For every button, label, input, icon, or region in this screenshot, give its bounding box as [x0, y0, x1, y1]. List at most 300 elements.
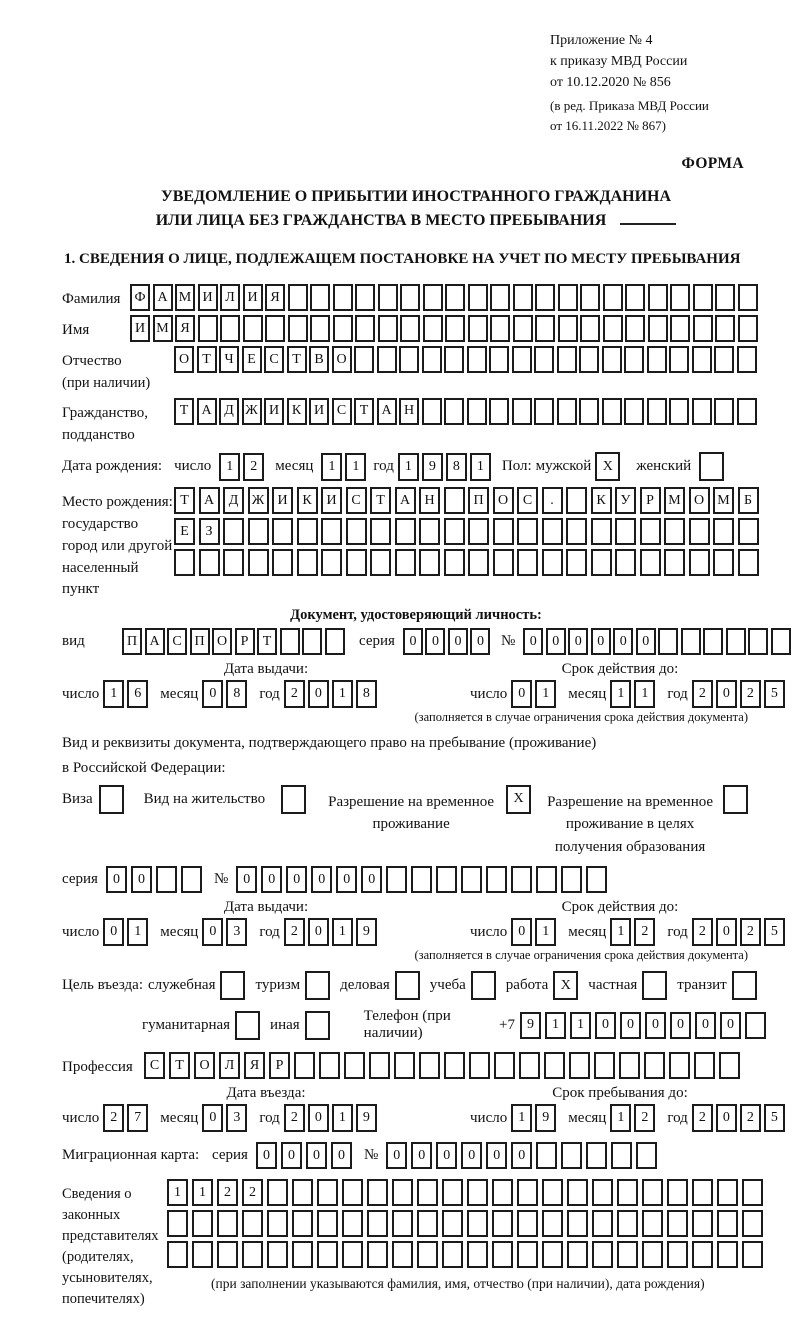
char-cell[interactable]: X: [506, 785, 531, 814]
char-cell[interactable]: А: [395, 487, 416, 514]
char-cell[interactable]: 0: [720, 1012, 741, 1039]
char-cell[interactable]: Р: [235, 628, 255, 655]
char-cell[interactable]: Ж: [248, 487, 269, 514]
char-cell[interactable]: Л: [220, 284, 240, 311]
char-cell[interactable]: [181, 866, 202, 893]
identity-series-cells[interactable]: [403, 628, 493, 655]
identity-number-cells[interactable]: [523, 628, 793, 655]
char-cell[interactable]: [586, 866, 607, 893]
char-cell[interactable]: 2: [692, 918, 713, 946]
char-cell[interactable]: [411, 866, 432, 893]
char-cell[interactable]: 0: [716, 918, 737, 946]
char-cell[interactable]: О: [194, 1052, 215, 1079]
char-cell[interactable]: [444, 1052, 465, 1079]
residence-expiry-year-cells[interactable]: [692, 918, 788, 946]
purpose-tourism-checkbox[interactable]: [305, 971, 330, 1000]
char-cell[interactable]: 0: [546, 628, 566, 655]
char-cell[interactable]: [198, 315, 218, 342]
char-cell[interactable]: [558, 315, 578, 342]
char-cell[interactable]: [442, 1179, 463, 1206]
char-cell[interactable]: [417, 1210, 438, 1237]
char-cell[interactable]: [292, 1179, 313, 1206]
char-cell[interactable]: 2: [740, 680, 761, 708]
char-cell[interactable]: [742, 1179, 763, 1206]
char-cell[interactable]: 0: [306, 1142, 327, 1169]
char-cell[interactable]: [667, 1210, 688, 1237]
char-cell[interactable]: С: [332, 398, 352, 425]
char-cell[interactable]: [580, 284, 600, 311]
char-cell[interactable]: [642, 1210, 663, 1237]
char-cell[interactable]: [717, 1241, 738, 1268]
char-cell[interactable]: [422, 346, 442, 373]
char-cell[interactable]: [737, 346, 757, 373]
char-cell[interactable]: [694, 1052, 715, 1079]
char-cell[interactable]: [592, 1241, 613, 1268]
char-cell[interactable]: 5: [764, 680, 785, 708]
char-cell[interactable]: 1: [470, 453, 491, 481]
char-cell[interactable]: 0: [591, 628, 611, 655]
char-cell[interactable]: [566, 518, 587, 545]
char-cell[interactable]: [625, 315, 645, 342]
char-cell[interactable]: [220, 315, 240, 342]
sex-male-checkbox[interactable]: [595, 452, 620, 481]
char-cell[interactable]: [717, 1179, 738, 1206]
char-cell[interactable]: [367, 1241, 388, 1268]
stay-until-month-cells[interactable]: [610, 1104, 658, 1132]
char-cell[interactable]: [317, 1179, 338, 1206]
char-cell[interactable]: [305, 971, 330, 1000]
char-cell[interactable]: Т: [174, 487, 195, 514]
char-cell[interactable]: [517, 549, 538, 576]
char-cell[interactable]: Я: [244, 1052, 265, 1079]
char-cell[interactable]: С: [346, 487, 367, 514]
char-cell[interactable]: [542, 1210, 563, 1237]
char-cell[interactable]: [511, 866, 532, 893]
char-cell[interactable]: [738, 518, 759, 545]
char-cell[interactable]: 0: [613, 628, 633, 655]
char-cell[interactable]: [542, 518, 563, 545]
char-cell[interactable]: [223, 518, 244, 545]
char-cell[interactable]: [325, 628, 345, 655]
entry-year-cells[interactable]: [284, 1104, 380, 1132]
surname-cells[interactable]: [130, 284, 760, 311]
char-cell[interactable]: 0: [670, 1012, 691, 1039]
char-cell[interactable]: 0: [261, 866, 282, 893]
char-cell[interactable]: [670, 315, 690, 342]
identity-issue-day-cells[interactable]: [103, 680, 151, 708]
residence-series-cells[interactable]: [106, 866, 206, 893]
char-cell[interactable]: [517, 518, 538, 545]
char-cell[interactable]: [445, 284, 465, 311]
char-cell[interactable]: 3: [226, 918, 247, 946]
char-cell[interactable]: 0: [311, 866, 332, 893]
entry-day-cells[interactable]: [103, 1104, 151, 1132]
char-cell[interactable]: [513, 315, 533, 342]
char-cell[interactable]: [742, 1210, 763, 1237]
char-cell[interactable]: [490, 315, 510, 342]
char-cell[interactable]: 0: [202, 680, 223, 708]
birth-year-cells[interactable]: [398, 453, 494, 481]
citizenship-cells[interactable]: [174, 398, 759, 425]
char-cell[interactable]: [342, 1210, 363, 1237]
char-cell[interactable]: А: [199, 487, 220, 514]
char-cell[interactable]: А: [153, 284, 173, 311]
char-cell[interactable]: Д: [223, 487, 244, 514]
entry-month-cells[interactable]: [202, 1104, 250, 1132]
residence-expiry-day-cells[interactable]: [511, 918, 559, 946]
char-cell[interactable]: 0: [716, 680, 737, 708]
char-cell[interactable]: 1: [634, 680, 655, 708]
char-cell[interactable]: [624, 346, 644, 373]
char-cell[interactable]: [723, 785, 748, 814]
given-name-cells[interactable]: [130, 315, 760, 342]
char-cell[interactable]: [242, 1210, 263, 1237]
char-cell[interactable]: [586, 1142, 607, 1169]
char-cell[interactable]: [640, 518, 661, 545]
char-cell[interactable]: [317, 1210, 338, 1237]
char-cell[interactable]: [442, 1210, 463, 1237]
char-cell[interactable]: [658, 628, 678, 655]
char-cell[interactable]: [642, 1179, 663, 1206]
char-cell[interactable]: О: [689, 487, 710, 514]
char-cell[interactable]: 1: [332, 680, 353, 708]
char-cell[interactable]: Я: [175, 315, 195, 342]
char-cell[interactable]: 0: [202, 1104, 223, 1132]
char-cell[interactable]: 0: [403, 628, 423, 655]
char-cell[interactable]: 0: [131, 866, 152, 893]
char-cell[interactable]: Д: [219, 398, 239, 425]
purpose-private-checkbox[interactable]: [642, 971, 667, 1000]
char-cell[interactable]: [467, 398, 487, 425]
char-cell[interactable]: [642, 1241, 663, 1268]
char-cell[interactable]: [281, 785, 306, 814]
char-cell[interactable]: [664, 549, 685, 576]
char-cell[interactable]: [417, 1241, 438, 1268]
char-cell[interactable]: [192, 1210, 213, 1237]
char-cell[interactable]: [713, 549, 734, 576]
purpose-work-checkbox[interactable]: [553, 971, 578, 1000]
char-cell[interactable]: [423, 315, 443, 342]
char-cell[interactable]: [742, 1241, 763, 1268]
char-cell[interactable]: [217, 1241, 238, 1268]
char-cell[interactable]: 1: [570, 1012, 591, 1039]
identity-kind-cells[interactable]: [122, 628, 347, 655]
char-cell[interactable]: 0: [436, 1142, 457, 1169]
char-cell[interactable]: [444, 398, 464, 425]
phone-cells[interactable]: [520, 1012, 770, 1039]
char-cell[interactable]: 9: [356, 918, 377, 946]
char-cell[interactable]: [471, 971, 496, 1000]
char-cell[interactable]: К: [297, 487, 318, 514]
identity-expiry-year-cells[interactable]: [692, 680, 788, 708]
char-cell[interactable]: [489, 398, 509, 425]
char-cell[interactable]: 0: [202, 918, 223, 946]
char-cell[interactable]: [617, 1210, 638, 1237]
char-cell[interactable]: [566, 549, 587, 576]
char-cell[interactable]: [217, 1210, 238, 1237]
char-cell[interactable]: [644, 1052, 665, 1079]
char-cell[interactable]: М: [664, 487, 685, 514]
char-cell[interactable]: [617, 1179, 638, 1206]
char-cell[interactable]: [558, 284, 578, 311]
char-cell[interactable]: Е: [242, 346, 262, 373]
char-cell[interactable]: [235, 1011, 260, 1040]
char-cell[interactable]: [419, 549, 440, 576]
char-cell[interactable]: [494, 1052, 515, 1079]
char-cell[interactable]: [321, 518, 342, 545]
patronymic-cells[interactable]: [174, 346, 759, 373]
char-cell[interactable]: [519, 1052, 540, 1079]
char-cell[interactable]: [640, 549, 661, 576]
char-cell[interactable]: Н: [419, 487, 440, 514]
char-cell[interactable]: [692, 1210, 713, 1237]
char-cell[interactable]: [579, 346, 599, 373]
char-cell[interactable]: 0: [595, 1012, 616, 1039]
char-cell[interactable]: [542, 1179, 563, 1206]
char-cell[interactable]: [346, 549, 367, 576]
char-cell[interactable]: [492, 1210, 513, 1237]
char-cell[interactable]: С: [144, 1052, 165, 1079]
char-cell[interactable]: 1: [535, 918, 556, 946]
char-cell[interactable]: В: [309, 346, 329, 373]
sex-female-checkbox[interactable]: [699, 452, 724, 481]
char-cell[interactable]: [636, 1142, 657, 1169]
char-cell[interactable]: 1: [332, 1104, 353, 1132]
char-cell[interactable]: Т: [287, 346, 307, 373]
char-cell[interactable]: 2: [103, 1104, 124, 1132]
char-cell[interactable]: [569, 1052, 590, 1079]
char-cell[interactable]: 1: [103, 680, 124, 708]
char-cell[interactable]: 1: [192, 1179, 213, 1206]
char-cell[interactable]: О: [174, 346, 194, 373]
char-cell[interactable]: [223, 549, 244, 576]
char-cell[interactable]: [714, 398, 734, 425]
char-cell[interactable]: 1: [321, 453, 342, 481]
char-cell[interactable]: [400, 284, 420, 311]
char-cell[interactable]: [745, 1012, 766, 1039]
char-cell[interactable]: [771, 628, 791, 655]
char-cell[interactable]: И: [309, 398, 329, 425]
identity-issue-month-cells[interactable]: [202, 680, 250, 708]
char-cell[interactable]: [611, 1142, 632, 1169]
char-cell[interactable]: [267, 1210, 288, 1237]
char-cell[interactable]: Т: [174, 398, 194, 425]
char-cell[interactable]: [378, 284, 398, 311]
char-cell[interactable]: 0: [448, 628, 468, 655]
char-cell[interactable]: [369, 1052, 390, 1079]
char-cell[interactable]: [513, 284, 533, 311]
char-cell[interactable]: 8: [446, 453, 467, 481]
char-cell[interactable]: [378, 315, 398, 342]
migration-series-cells[interactable]: [256, 1142, 356, 1169]
char-cell[interactable]: М: [153, 315, 173, 342]
char-cell[interactable]: 7: [127, 1104, 148, 1132]
char-cell[interactable]: [486, 866, 507, 893]
char-cell[interactable]: З: [199, 518, 220, 545]
birth-place-cells-row3[interactable]: [174, 549, 762, 576]
char-cell[interactable]: [395, 549, 416, 576]
char-cell[interactable]: 8: [356, 680, 377, 708]
char-cell[interactable]: [670, 284, 690, 311]
char-cell[interactable]: [748, 628, 768, 655]
residence-permit-card-checkbox[interactable]: [281, 785, 306, 814]
char-cell[interactable]: [370, 549, 391, 576]
char-cell[interactable]: 8: [226, 680, 247, 708]
char-cell[interactable]: [333, 284, 353, 311]
char-cell[interactable]: [461, 866, 482, 893]
char-cell[interactable]: [489, 346, 509, 373]
char-cell[interactable]: 1: [398, 453, 419, 481]
char-cell[interactable]: 1: [332, 918, 353, 946]
char-cell[interactable]: [603, 284, 623, 311]
char-cell[interactable]: [692, 1179, 713, 1206]
birth-place-cells-row2[interactable]: [174, 518, 762, 545]
char-cell[interactable]: Б: [738, 487, 759, 514]
char-cell[interactable]: [395, 518, 416, 545]
char-cell[interactable]: 0: [636, 628, 656, 655]
char-cell[interactable]: И: [321, 487, 342, 514]
char-cell[interactable]: [624, 398, 644, 425]
char-cell[interactable]: [625, 284, 645, 311]
residence-issue-year-cells[interactable]: [284, 918, 380, 946]
char-cell[interactable]: [517, 1179, 538, 1206]
char-cell[interactable]: [248, 549, 269, 576]
temp-residence-checkbox[interactable]: [506, 785, 531, 814]
char-cell[interactable]: Н: [399, 398, 419, 425]
char-cell[interactable]: [492, 1241, 513, 1268]
char-cell[interactable]: 0: [336, 866, 357, 893]
char-cell[interactable]: 9: [520, 1012, 541, 1039]
char-cell[interactable]: И: [130, 315, 150, 342]
char-cell[interactable]: 1: [610, 680, 631, 708]
char-cell[interactable]: [272, 549, 293, 576]
char-cell[interactable]: П: [122, 628, 142, 655]
char-cell[interactable]: 0: [256, 1142, 277, 1169]
char-cell[interactable]: 0: [361, 866, 382, 893]
char-cell[interactable]: 2: [634, 1104, 655, 1132]
char-cell[interactable]: О: [493, 487, 514, 514]
char-cell[interactable]: [647, 398, 667, 425]
char-cell[interactable]: [317, 1241, 338, 1268]
char-cell[interactable]: [602, 398, 622, 425]
char-cell[interactable]: [392, 1210, 413, 1237]
char-cell[interactable]: 1: [545, 1012, 566, 1039]
char-cell[interactable]: 2: [740, 918, 761, 946]
char-cell[interactable]: 0: [308, 918, 329, 946]
profession-cells[interactable]: [144, 1052, 744, 1079]
char-cell[interactable]: [594, 1052, 615, 1079]
char-cell[interactable]: [512, 346, 532, 373]
char-cell[interactable]: [467, 1179, 488, 1206]
char-cell[interactable]: Т: [169, 1052, 190, 1079]
char-cell[interactable]: 0: [331, 1142, 352, 1169]
char-cell[interactable]: 0: [411, 1142, 432, 1169]
char-cell[interactable]: И: [272, 487, 293, 514]
char-cell[interactable]: [517, 1210, 538, 1237]
char-cell[interactable]: [602, 346, 622, 373]
char-cell[interactable]: А: [145, 628, 165, 655]
char-cell[interactable]: [714, 346, 734, 373]
char-cell[interactable]: 0: [511, 1142, 532, 1169]
residence-issue-day-cells[interactable]: [103, 918, 151, 946]
char-cell[interactable]: [467, 1241, 488, 1268]
char-cell[interactable]: [468, 284, 488, 311]
char-cell[interactable]: [321, 549, 342, 576]
char-cell[interactable]: А: [197, 398, 217, 425]
char-cell[interactable]: X: [595, 452, 620, 481]
char-cell[interactable]: [693, 284, 713, 311]
char-cell[interactable]: 1: [610, 1104, 631, 1132]
char-cell[interactable]: [467, 346, 487, 373]
char-cell[interactable]: О: [332, 346, 352, 373]
char-cell[interactable]: [664, 518, 685, 545]
char-cell[interactable]: [536, 1142, 557, 1169]
birth-month-cells[interactable]: [321, 453, 369, 481]
char-cell[interactable]: [681, 628, 701, 655]
char-cell[interactable]: 0: [308, 1104, 329, 1132]
char-cell[interactable]: 0: [281, 1142, 302, 1169]
char-cell[interactable]: [493, 549, 514, 576]
char-cell[interactable]: [567, 1179, 588, 1206]
temp-residence-education-checkbox[interactable]: [723, 785, 748, 814]
char-cell[interactable]: Ч: [219, 346, 239, 373]
char-cell[interactable]: [243, 315, 263, 342]
char-cell[interactable]: [689, 518, 710, 545]
char-cell[interactable]: [647, 346, 667, 373]
char-cell[interactable]: [444, 487, 465, 514]
char-cell[interactable]: 0: [568, 628, 588, 655]
char-cell[interactable]: [367, 1179, 388, 1206]
char-cell[interactable]: [534, 346, 554, 373]
char-cell[interactable]: [419, 1052, 440, 1079]
char-cell[interactable]: П: [468, 487, 489, 514]
char-cell[interactable]: [689, 549, 710, 576]
char-cell[interactable]: [394, 1052, 415, 1079]
char-cell[interactable]: М: [713, 487, 734, 514]
char-cell[interactable]: [619, 1052, 640, 1079]
char-cell[interactable]: [297, 518, 318, 545]
char-cell[interactable]: 9: [356, 1104, 377, 1132]
purpose-other-checkbox[interactable]: [305, 1011, 330, 1040]
char-cell[interactable]: [717, 1210, 738, 1237]
char-cell[interactable]: [354, 346, 374, 373]
char-cell[interactable]: [346, 518, 367, 545]
char-cell[interactable]: [467, 1210, 488, 1237]
char-cell[interactable]: 2: [284, 918, 305, 946]
char-cell[interactable]: [648, 284, 668, 311]
char-cell[interactable]: 0: [645, 1012, 666, 1039]
char-cell[interactable]: 0: [695, 1012, 716, 1039]
char-cell[interactable]: [512, 398, 532, 425]
char-cell[interactable]: [591, 518, 612, 545]
char-cell[interactable]: [220, 971, 245, 1000]
char-cell[interactable]: [692, 398, 712, 425]
char-cell[interactable]: [267, 1179, 288, 1206]
char-cell[interactable]: [399, 346, 419, 373]
char-cell[interactable]: 9: [422, 453, 443, 481]
char-cell[interactable]: [242, 1241, 263, 1268]
char-cell[interactable]: 5: [764, 918, 785, 946]
char-cell[interactable]: Р: [269, 1052, 290, 1079]
char-cell[interactable]: [355, 315, 375, 342]
char-cell[interactable]: [719, 1052, 740, 1079]
char-cell[interactable]: [738, 315, 758, 342]
char-cell[interactable]: [490, 284, 510, 311]
char-cell[interactable]: [535, 315, 555, 342]
birth-day-cells[interactable]: [219, 453, 267, 481]
char-cell[interactable]: [738, 284, 758, 311]
birth-place-cells-row1[interactable]: [174, 487, 762, 514]
